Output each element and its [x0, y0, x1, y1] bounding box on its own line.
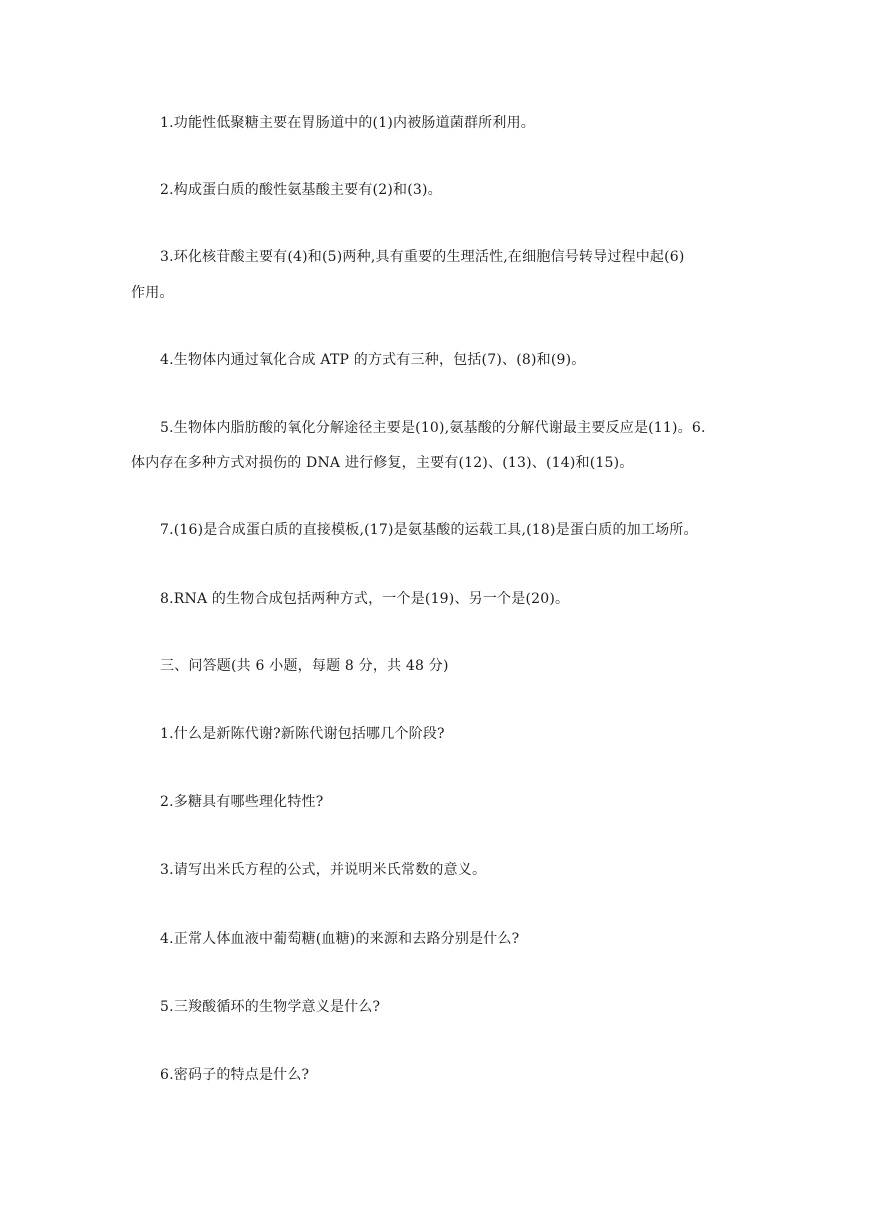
blank-item-8: 8.RNA 的生物合成包括两种方式，一个是(19)、另一个是(20)。 [160, 591, 570, 607]
question-1: 1.什么是新陈代谢?新陈代谢包括哪几个阶段? [160, 726, 445, 742]
blank-item-2: 2.构成蛋白质的酸性氨基酸主要有(2)和(3)。 [160, 182, 442, 198]
blank-item-3: 3.环化核苷酸主要有(4)和(5)两种,具有重要的生理活性,在细胞信号转导过程中起(6) [160, 249, 685, 265]
blank-item-6: 体内存在多种方式对损伤的 DNA 进行修复，主要有(12)、(13)、(14)和(15)。 [131, 455, 634, 471]
blank-item-5: 5.生物体内脂肪酸的氧化分解途径主要是(10),氨基酸的分解代谢最主要反应是(11)。6. [160, 420, 706, 436]
question-4: 4.正常人体血液中葡萄糖(血糖)的来源和去路分别是什么? [160, 931, 520, 947]
blank-item-1: 1.功能性低聚糖主要在胃肠道中的(1)内被肠道菌群所利用。 [160, 115, 535, 131]
blank-item-3-continuation: 作用。 [131, 285, 174, 301]
question-3: 3.请写出米氏方程的公式，并说明米氏常数的意义。 [160, 862, 487, 878]
blank-item-4: 4.生物体内通过氧化合成 ATP 的方式有三种，包括(7)、(8)和(9)。 [160, 352, 586, 368]
question-6: 6.密码子的特点是什么? [160, 1067, 310, 1083]
question-2: 2.多糖具有哪些理化特性? [160, 794, 324, 810]
question-5: 5.三羧酸循环的生物学意义是什么? [160, 999, 381, 1015]
blank-item-7: 7.(16)是合成蛋白质的直接模板,(17)是氨基酸的运载工具,(18)是蛋白质的加工场所。 [160, 522, 698, 538]
section-heading: 三、问答题(共 6 小题，每题 8 分，共 48 分) [160, 658, 449, 674]
